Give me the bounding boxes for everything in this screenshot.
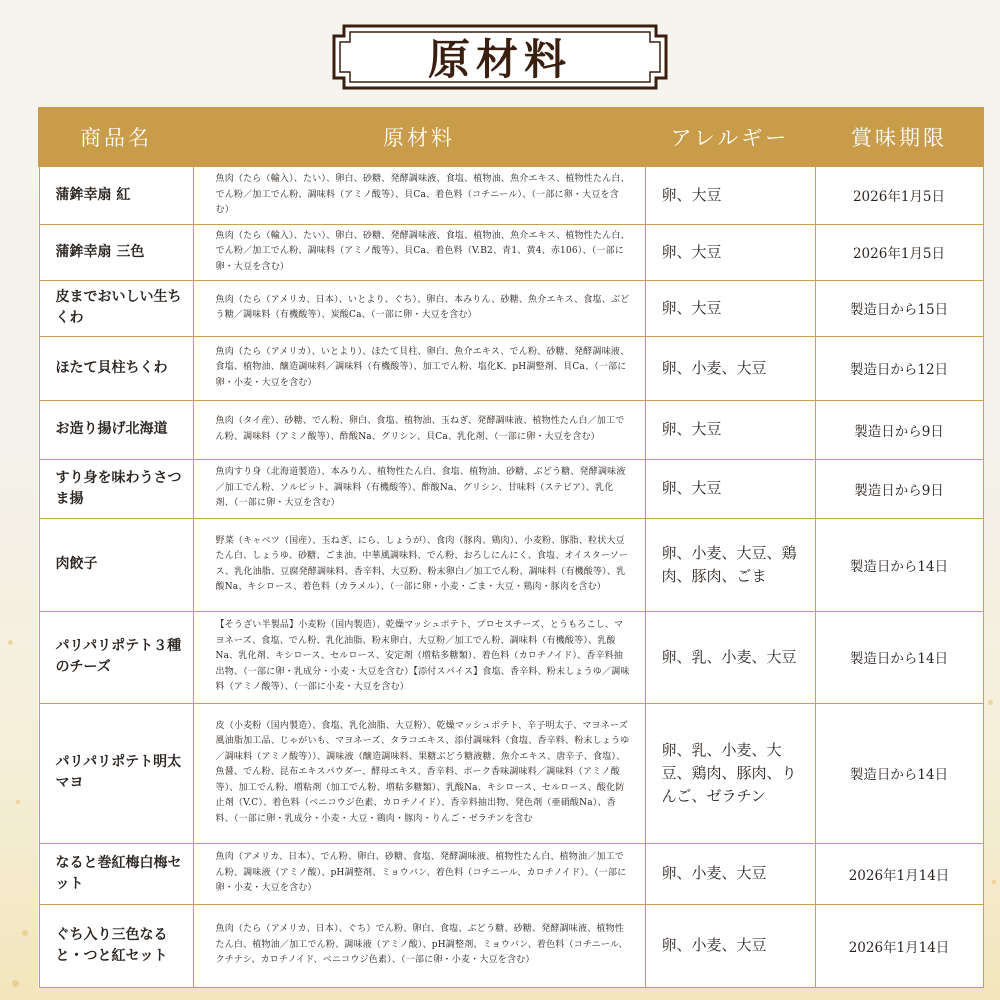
allergy-text: 卵、小麦、大豆、鶏肉、豚肉、ごま [645, 518, 815, 611]
allergy-text: 卵、大豆 [645, 280, 815, 336]
ingredients-text: 皮（小麦粉（国内製造）、食塩、乳化油脂、大豆粉）、乾燥マッシュポテト、辛子明太子、マヨネーズ風油脂加工品、じゃがいも、マヨネーズ、タラコエキス、添付調味料（食塩、香辛料、粉末しょうゆ／調味料（アミノ酸等））、調味液（醸造調味料、果糖ぶどう糖液糖、魚介エキス、唐辛子、食塩）、魚醤、でん粉、昆布エキスパウダー、酵母エキス、香辛料、ポーク香味調味料／調味料（アミノ酸等）、加工でん粉、増粘剤（加工でん粉、増粘多糖類）、乳酸Na、キシロース、セルロース、酸化防止剤（V.C）、着色料（ベニコウジ色素、カロチノイド）、香辛料抽出物、発色剤（亜硝酸Na）、香料、（一部に卵・乳成分・小麦・大豆・鶏肉・豚肉・りんご・ゼラチンを含む [193, 703, 645, 843]
table-header-row [39, 108, 983, 166]
product-name: なると巻紅梅白梅セット [39, 843, 193, 904]
ingredients-text: 魚肉すり身（北海道製造）、本みりん、植物性たん白、食塩、植物油、砂糖、ぶどう糖、発酵調味液／加工でん粉、ソルビット、調味料（有機酸等）、酢酸Na、グリシン、甘味料（ステビア）、乳化剤、（一部に卵・大豆を含む） [193, 459, 645, 518]
allergy-text: 卵、小麦、大豆 [645, 336, 815, 400]
ingredients-text: 魚肉（たら（アメリカ、日本）、いとより、ぐち）、卵白、本みりん、砂糖、魚介エキス、食塩、ぶどう糖／調味料（有機酸等）、炭酸Ca、（一部に卵・大豆を含む） [193, 280, 645, 336]
allergy-text: 卵、大豆 [645, 224, 815, 280]
ingredients-text: 魚肉（たら（アメリカ）、いとより）、ほたて貝柱、卵白、魚介エキス、でん粉、砂糖、発酵調味液、食塩、植物油、醸造調味料／調味料（有機酸等）、加工でん粉、塩化K、pH調整剤、貝Ca、（一部に卵・小麦・大豆を含む） [193, 336, 645, 400]
product-name: 蒲鉾幸扇 三色 [39, 224, 193, 280]
table-row [39, 904, 983, 987]
header-ingredients: 原材料 [193, 108, 645, 166]
allergy-text: 卵、乳、小麦、大豆、鶏肉、豚肉、りんご、ゼラチン [645, 703, 815, 843]
ingredients-text: 魚肉（タイ産）、砂糖、でん粉、卵白、食塩、植物油、玉ねぎ、発酵調味液、植物性たん白／加工でん粉、調味料（アミノ酸等）、酢酸Na、グリシン、貝Ca、乳化剤、（一部に卵・大豆を含む） [193, 400, 645, 459]
product-name: パリパリポテト３種のチーズ [39, 611, 193, 703]
header-allergy: アレルギー [645, 108, 815, 166]
table-row [39, 703, 983, 843]
best-before: 製造日から15日 [815, 280, 983, 336]
table-row [39, 459, 983, 518]
table-row [39, 224, 983, 280]
ingredients-text: 魚肉（アメリカ、日本）、でん粉、卵白、砂糖、食塩、発酵調味液、植物性たん白、植物油／加工でん粉、調味液（アミノ酸）、pH調整剤、ミョウバン、着色料（コチニール、カロチノイド）、（一部に卵・小麦・大豆を含む） [193, 843, 645, 904]
table-row [39, 400, 983, 459]
product-name: パリパリポテト明太マヨ [39, 703, 193, 843]
table-row [39, 166, 983, 224]
header-product-name: 商品名 [39, 108, 193, 166]
best-before: 2026年1月5日 [815, 166, 983, 224]
product-name: 肉餃子 [39, 518, 193, 611]
allergy-text: 卵、大豆 [645, 459, 815, 518]
product-name: 皮までおいしい生ちくわ [39, 280, 193, 336]
allergy-text: 卵、小麦、大豆 [645, 904, 815, 987]
best-before: 製造日から9日 [815, 400, 983, 459]
allergy-text: 卵、大豆 [645, 166, 815, 224]
best-before: 2026年1月14日 [815, 904, 983, 987]
allergy-text: 卵、小麦、大豆 [645, 843, 815, 904]
ingredients-text: 魚肉（たら（輸入）、たい）、卵白、砂糖、発酵調味液、食塩、植物油、魚介エキス、植物性たん白、でん粉／加工でん粉、調味料（アミノ酸等）、貝Ca、着色料（コチニール）、（一部に卵・大豆を含む） [193, 166, 645, 224]
table-row [39, 843, 983, 904]
ingredients-text: 野菜（キャベツ（国産）、玉ねぎ、にら、しょうが）、食肉（豚肉、鶏肉）、小麦粉、豚脂、粒状大豆たん白、しょうゆ、砂糖、ごま油、中華風調味料、でん粉、おろしにんにく、食塩、オイスターソース、乳化油脂、豆腐発酵調味料、香辛料、大豆粉、粉末卵白／加工でん粉、調味料（有機酸等）、乳酸Na、キシロース、着色料（カラメル）、（一部に卵・小麦・ごま・大豆・鶏肉・豚肉を含む） [193, 518, 645, 611]
allergy-text: 卵、大豆 [645, 400, 815, 459]
product-name: ほたて貝柱ちくわ [39, 336, 193, 400]
best-before: 2026年1月5日 [815, 224, 983, 280]
product-name: すり身を味わうさつま揚 [39, 459, 193, 518]
best-before: 製造日から9日 [815, 459, 983, 518]
best-before: 製造日から12日 [815, 336, 983, 400]
best-before: 2026年1月14日 [815, 843, 983, 904]
ingredients-text: 【そうざい半製品】小麦粉（国内製造）、乾燥マッシュポテト、プロセスチーズ、とうもろこし、マヨネーズ、食塩、でん粉、乳化油脂、粉末卵白、大豆粉／加工でん粉、調味料（有機酸等）、乳酸Na、乳化剤、キシロース、セルロース、安定剤（増粘多糖類）、着色料（カロチノイド）、香辛料抽出物、（一部に卵・乳成分・小麦・大豆を含む）【添付スパイス】食塩、香辛料、粉末しょうゆ／調味料（アミノ酸等）、（一部に小麦・大豆を含む） [193, 611, 645, 703]
table-row [39, 611, 983, 703]
table-row [39, 336, 983, 400]
ingredients-text: 魚肉（たら（輸入）、たい）、卵白、砂糖、発酵調味液、食塩、植物油、魚介エキス、植物性たん白、でん粉／加工でん粉、調味料（アミノ酸等）、貝Ca、着色料（V.B2、青1、黄4、赤106）、（一部に卵・大豆を含む） [193, 224, 645, 280]
page-title-frame [330, 22, 670, 92]
best-before: 製造日から14日 [815, 703, 983, 843]
product-name: ぐち入り三色なると・つと紅セット [39, 904, 193, 987]
ingredients-table [38, 107, 984, 988]
best-before: 製造日から14日 [815, 611, 983, 703]
product-name: 蒲鉾幸扇 紅 [39, 166, 193, 224]
best-before: 製造日から14日 [815, 518, 983, 611]
allergy-text: 卵、乳、小麦、大豆 [645, 611, 815, 703]
table-row [39, 518, 983, 611]
ingredients-text: 魚肉（たら（アメリカ、日本）、ぐち）でん粉、卵白、食塩、ぶどう糖、砂糖、発酵調味液、植物性たん白、植物油／加工でん粉、調味液（アミノ酸）、pH調整剤、ミョウバン、着色料（コチニール、クチナシ、カロチノイド、ベニコウジ色素）、（一部に卵・小麦・大豆を含む） [193, 904, 645, 987]
product-name: お造り揚げ北海道 [39, 400, 193, 459]
page-title: 原材料 [427, 35, 572, 84]
header-best-before: 賞味期限 [815, 108, 983, 166]
table-row [39, 280, 983, 336]
